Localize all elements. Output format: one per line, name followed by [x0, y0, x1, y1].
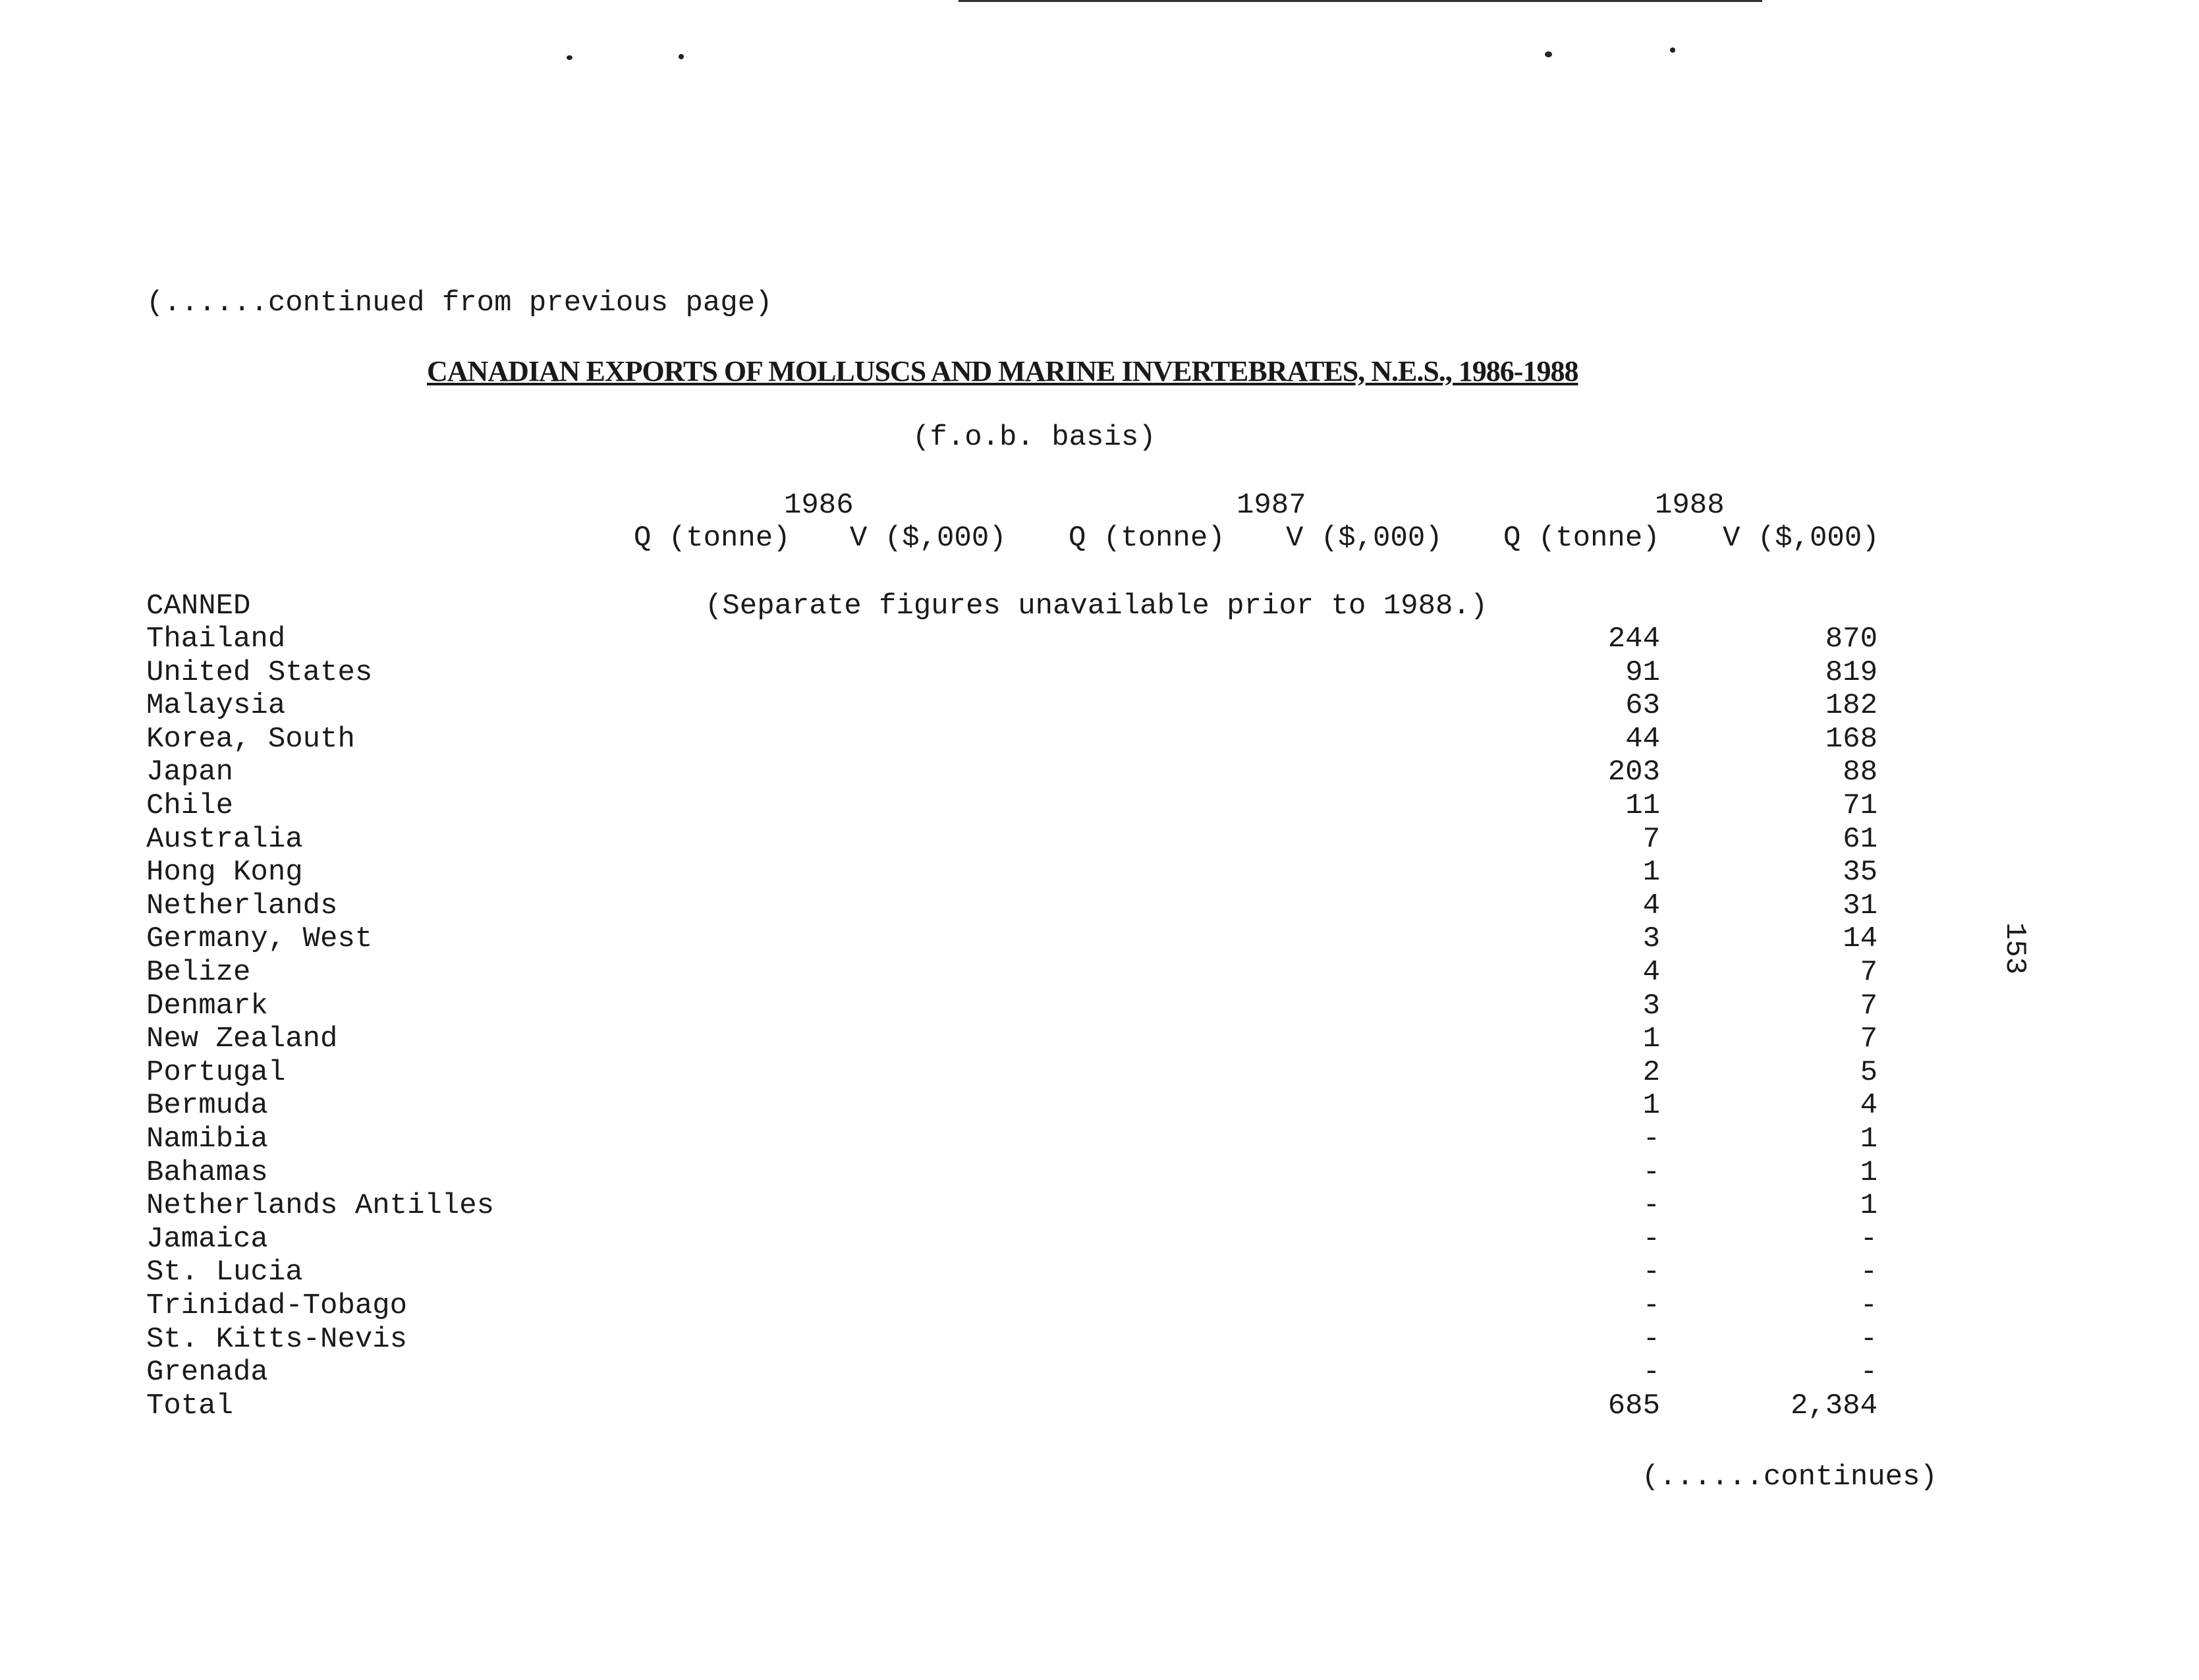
row-country: Portugal: [146, 1056, 286, 1089]
row-v-1988: 7: [1860, 990, 1878, 1022]
row-q-1988: 1: [1642, 1022, 1660, 1055]
section-note: (Separate figures unavailable prior to 1988.): [705, 590, 1488, 623]
row-q-1988: 63: [1625, 689, 1660, 722]
row-country: Namibia: [146, 1123, 268, 1156]
row-q-1988: 4: [1642, 956, 1660, 989]
row-v-1988: 168: [1825, 723, 1878, 756]
col-header-v-1987: V ($,000): [1286, 522, 1443, 555]
scan-speck: [567, 55, 572, 60]
row-q-1988: 203: [1607, 756, 1660, 789]
row-v-1988: 1: [1860, 1189, 1878, 1222]
row-v-1988: -: [1860, 1289, 1878, 1322]
year-header-1988: 1988: [1655, 489, 1725, 522]
row-country: Netherlands: [146, 889, 338, 922]
row-country: Trinidad-Tobago: [146, 1289, 408, 1322]
scan-speck: [679, 54, 684, 59]
row-country: Chile: [146, 789, 234, 822]
row-v-1988: 4: [1860, 1089, 1878, 1122]
row-v-1988: 7: [1860, 956, 1878, 989]
scan-speck: [1545, 51, 1552, 57]
row-country: Belize: [146, 956, 251, 989]
row-country: Australia: [146, 823, 303, 856]
row-country: Bahamas: [146, 1156, 268, 1189]
page-title: CANADIAN EXPORTS OF MOLLUSCS AND MARINE INVERTEBRATES, N.E.S., 1986-1988: [427, 355, 1578, 387]
section-label: CANNED: [146, 590, 251, 623]
row-country: Grenada: [146, 1356, 268, 1389]
row-country: Germany, West: [146, 922, 373, 955]
row-country: Hong Kong: [146, 856, 303, 889]
row-v-1988: 14: [1843, 922, 1878, 955]
row-q-1988: 2: [1642, 1056, 1660, 1089]
top-rule: [959, 0, 1762, 2]
row-country: Malaysia: [146, 689, 286, 722]
row-v-1988: 7: [1860, 1022, 1878, 1055]
row-v-1988: -: [1860, 1256, 1878, 1289]
row-v-1988: 31: [1843, 889, 1878, 922]
row-q-1988: 4: [1642, 889, 1660, 922]
row-q-1988: 11: [1625, 789, 1660, 822]
row-q-1988: -: [1642, 1123, 1660, 1156]
year-header-1987: 1987: [1237, 489, 1306, 522]
row-v-1988: 819: [1825, 656, 1878, 689]
col-header-v-1988: V ($,000): [1723, 522, 1879, 555]
row-country: United States: [146, 656, 373, 689]
row-country: Korea, South: [146, 723, 355, 756]
row-country: St. Kitts-Nevis: [146, 1323, 408, 1356]
row-country: New Zealand: [146, 1022, 338, 1055]
row-q-1988: 3: [1642, 922, 1660, 955]
row-country: St. Lucia: [146, 1256, 303, 1289]
row-v-1988: 35: [1843, 856, 1878, 889]
row-v-1988: 5: [1860, 1056, 1878, 1089]
row-v-1988: 870: [1825, 623, 1878, 656]
row-q-1988: 244: [1607, 623, 1660, 656]
row-country: Bermuda: [146, 1089, 268, 1122]
row-v-1988: 1: [1860, 1123, 1878, 1156]
row-q-1988: 7: [1642, 823, 1660, 856]
row-q-1988: -: [1642, 1356, 1660, 1389]
row-q-1988: -: [1642, 1289, 1660, 1322]
row-q-1988: -: [1642, 1156, 1660, 1189]
row-v-1988: -: [1860, 1223, 1878, 1256]
col-header-q-1988: Q (tonne): [1503, 522, 1660, 555]
row-country: Denmark: [146, 990, 268, 1022]
total-label: Total: [146, 1389, 234, 1422]
row-v-1988: 61: [1843, 823, 1878, 856]
row-v-1988: -: [1860, 1323, 1878, 1356]
row-v-1988: 1: [1860, 1156, 1878, 1189]
row-country: Netherlands Antilles: [146, 1189, 495, 1222]
row-country: Jamaica: [146, 1223, 268, 1256]
continued-from-note: (......continued from previous page): [146, 287, 773, 320]
row-q-1988: 44: [1625, 723, 1660, 756]
row-q-1988: -: [1642, 1223, 1660, 1256]
total-q-1988: 685: [1607, 1389, 1660, 1422]
row-country: Thailand: [146, 623, 286, 656]
col-header-q-1987: Q (tonne): [1069, 522, 1225, 555]
basis-subtitle: (f.o.b. basis): [912, 421, 1156, 454]
continues-note: (......continues): [1642, 1461, 1937, 1494]
year-header-1986: 1986: [784, 489, 854, 522]
row-q-1988: 1: [1642, 1089, 1660, 1122]
row-q-1988: 1: [1642, 856, 1660, 889]
row-q-1988: -: [1642, 1256, 1660, 1289]
row-v-1988: 88: [1843, 756, 1878, 789]
row-q-1988: 91: [1625, 656, 1660, 689]
col-header-q-1986: Q (tonne): [634, 522, 791, 555]
scan-speck: [1670, 47, 1675, 53]
row-q-1988: -: [1642, 1189, 1660, 1222]
row-v-1988: 182: [1825, 689, 1878, 722]
total-v-1988: 2,384: [1790, 1389, 1878, 1422]
col-header-v-1986: V ($,000): [850, 522, 1007, 555]
row-country: Japan: [146, 756, 234, 789]
row-q-1988: -: [1642, 1323, 1660, 1356]
row-q-1988: 3: [1642, 990, 1660, 1022]
row-v-1988: -: [1860, 1356, 1878, 1389]
page-number: 153: [1998, 922, 2031, 975]
row-v-1988: 71: [1843, 789, 1878, 822]
